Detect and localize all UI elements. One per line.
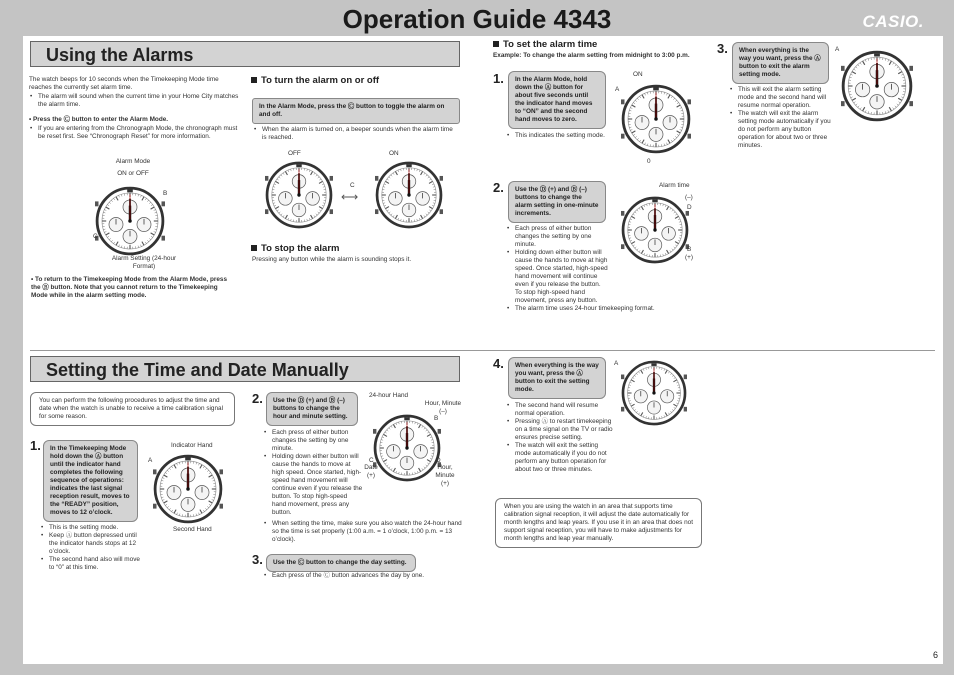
alarm-return-text: To return to the Timekeeping Mode from the Alarm Mode, press the Ⓑ button. Note that you cannot return to the Timekeeping Mode while in the alarm setting mode. [31, 276, 227, 299]
watch-face-icon [621, 360, 687, 426]
instruction-alarm-step1: In the Alarm Mode, hold down the Ⓐ button for about five seconds until the indicator hand moves to “ON” and the second hand moves to zero. [508, 71, 606, 129]
button-a-step4-label: A [614, 360, 619, 367]
watch-illustration-on [375, 161, 443, 229]
heading-set-alarm: To set the alarm time [493, 39, 597, 50]
label-24-hour-hand: 24-hour Hand [369, 392, 409, 399]
manual-page [23, 36, 943, 664]
instruction-manual-step1: In the Timekeeping Mode hold down the Ⓐ button until the indicator hand completes the following sequence of operations: indicates the last signal reception result, moves to the “READY” position, moves to 12 o’clock. [43, 440, 138, 522]
alarm-intro-list [29, 93, 239, 109]
list-item: • When setting the time, make sure you also watch the 24-hour hand so the time is set properly (1:00 a.m. = 1 o’clock, 1:00 p.m. = 13 o’clock). [263, 520, 463, 544]
label-alarm-setting: Alarm Setting (24-hour Format) [111, 255, 177, 270]
list-item: • The alarm will sound when the current time in your Home City matches the alarm time. [29, 93, 239, 109]
watch-face-icon [153, 454, 223, 524]
watch-illustration-manual-step4 [621, 360, 687, 426]
heading-turn-alarm: To turn the alarm on or off [251, 75, 379, 86]
brand-logo: CASIO. [862, 12, 924, 31]
button-c-manual-label: C [369, 457, 374, 464]
button-d-label: D [687, 204, 692, 211]
list-item: • Each press of either button changes the setting by one minute. [263, 429, 363, 453]
list-item: • The second hand will resume normal operation. [506, 402, 613, 418]
alarm-enter-text: Press the Ⓒ button to enter the Alarm Mode. [33, 116, 169, 123]
button-b-step2-label: B [687, 246, 692, 253]
manual-step2-note-list [263, 520, 463, 544]
list-item: • When the alarm is turned on, a beeper sounds when the alarm time is reached. [253, 126, 458, 142]
label-second-hand: Second Hand [173, 526, 212, 533]
label-indicator-hand: Indicator Hand [171, 442, 213, 449]
page-number: 6 [932, 650, 938, 660]
watch-illustration-manual-step1 [153, 454, 223, 524]
list-item: • If you are entering from the Chronograph Mode, the chronograph must be reset first. See “Chronograph Reset” for more information. [29, 125, 241, 141]
manual-step3-list [263, 572, 463, 580]
set-alarm-example: Example: To change the alarm setting from midnight to 3:00 p.m. [493, 52, 690, 59]
button-c-label: C [93, 233, 98, 240]
alarm-step1-list [506, 132, 606, 140]
turn-alarm-list [253, 126, 458, 142]
watch-face-icon [621, 84, 691, 154]
section-title-alarms: Using the Alarms [30, 41, 460, 67]
calendar-note-box: When you are using the watch in an area that supports time calibration signal reception, it will adjust the date automatically for month lengths and leap years. If you use it in an area that does not support signal reception, you will have to make adjustments for month lengths and leap year manually. [495, 498, 702, 548]
button-b-manual-label: B [434, 415, 439, 422]
list-item: • Holding down either button will cause the hands to move at high speed. Once started, high-speed hand movement will continue even if you release the button. To stop high-speed hand movement, press any button. [506, 249, 609, 305]
list-item: • The watch will exit the setting mode automatically if you do not perform any button operation for about two or three minutes. [506, 442, 613, 474]
alarm-enter-list [29, 125, 241, 141]
instruction-turn-alarm: In the Alarm Mode, press the Ⓒ button to toggle the alarm on and off. [252, 98, 460, 124]
instruction-alarm-step2: Use the Ⓓ (+) and Ⓑ (–) buttons to change the alarm setting in one-minute increments. [508, 181, 606, 223]
watch-illustration-alarm-mode [95, 186, 168, 256]
button-b-label: B [163, 190, 168, 197]
label-plus: (+) [685, 254, 693, 261]
alarm-return-note: • To return to the Timekeeping Mode from the Alarm Mode, press the Ⓑ button. Note that you cannot return to the Timekeeping Mode while in the alarm setting mode. [31, 276, 227, 299]
label-on: ON [389, 150, 399, 157]
instruction-manual-step2: Use the Ⓓ (+) and Ⓑ (–) buttons to change the hour and minute setting. [266, 392, 358, 426]
watch-face-icon [621, 196, 692, 264]
label-hour-minute-minus: Hour, Minute (–) [424, 400, 462, 415]
watch-illustration-alarm-step1 [621, 84, 691, 154]
instruction-manual-step4: When everything is the way you want, press the Ⓐ button to exit the setting mode. [508, 357, 606, 399]
list-item: • Pressing Ⓐ to restart timekeeping on a time signal on the TV or radio ensures precise setting. [506, 418, 613, 442]
stop-alarm-text: Pressing any button while the alarm is sounding stops it. [252, 256, 412, 263]
watch-face-icon [841, 50, 913, 122]
list-item: • This is the setting mode. [40, 524, 145, 532]
list-item: • Keep Ⓐ button depressed until the indicator hands stops at 12 o’clock. [40, 532, 145, 556]
list-item: • This indicates the setting mode. [506, 132, 606, 140]
button-a-label: A [615, 86, 620, 93]
list-item: • This will exit the alarm setting mode and the second hand will resume normal operation. [729, 86, 832, 110]
list-item: • Holding down either button will cause the hands to move at high speed. Once started, high-speed hand movement will continue even if you release the button. To stop high-speed hand movement, press any button. [263, 453, 363, 517]
label-off: OFF [288, 150, 301, 157]
heading-stop-alarm: To stop the alarm [251, 243, 339, 254]
alarm-step3-list [729, 86, 832, 150]
button-d-manual-label: D [436, 457, 441, 464]
label-on-off: ON or OFF [117, 170, 149, 177]
list-item: • Each press of the Ⓒ button advances the day by one. [263, 572, 463, 580]
manual-step4-list [506, 402, 613, 474]
section-title-manual: Setting the Time and Date Manually [30, 356, 460, 382]
manual-step2-list [263, 429, 363, 517]
watch-illustration-off [265, 161, 333, 229]
alarm-intro: The watch beeps for 10 seconds when the Timekeeping Mode time reaches the currently set alarm time. [29, 76, 219, 91]
label-alarm-mode: Alarm Mode [115, 158, 151, 165]
label-hour-minute-plus: Hour, Minute (+) [435, 464, 455, 487]
step-number-manual-2: 2. [252, 391, 263, 406]
page-title: Operation Guide 4343 [342, 4, 612, 34]
watch-face-icon [375, 161, 443, 229]
list-item: • The watch will exit the alarm setting mode automatically if you do not perform any button operation for about two or three minutes. [729, 110, 832, 150]
label-minus: (–) [685, 194, 693, 201]
label-alarm-time: Alarm time [659, 182, 690, 189]
watch-illustration-alarm-step2 [621, 196, 692, 264]
watch-face-icon [95, 186, 168, 256]
instruction-alarm-step3: When everything is the way you want, press the Ⓐ button to exit the alarm setting mode. [732, 42, 829, 84]
step-number-2: 2. [493, 180, 504, 195]
watch-face-icon [265, 161, 333, 229]
step-number-3: 3. [717, 41, 728, 56]
label-step1-zero: 0 [647, 158, 651, 165]
label-date-plus: Date (+) [364, 464, 378, 479]
step-number-1: 1. [493, 71, 504, 86]
button-a-manual-label: A [148, 457, 153, 464]
step-number-manual-3: 3. [252, 552, 263, 567]
list-item: • Each press of either button changes the setting by one minute. [506, 225, 609, 249]
alarm-enter-step: • Press the Ⓒ button to enter the Alarm Mode. [29, 116, 169, 123]
watch-illustration-alarm-step3 [841, 50, 913, 122]
manual-intro-box: You can perform the following procedures to adjust the time and date when the watch is unable to receive a time calibration signal for some reason. [30, 392, 235, 426]
section-divider [30, 350, 935, 351]
step-number-manual-1: 1. [30, 438, 41, 453]
list-item: • The alarm time uses 24-hour timekeeping format. [506, 305, 681, 313]
instruction-manual-step3: Use the Ⓒ button to change the day setting. [266, 554, 416, 572]
step-number-manual-4: 4. [493, 356, 504, 371]
button-a-step3-label: A [835, 46, 840, 53]
manual-step1-list [40, 524, 145, 572]
toggle-arrows-icon: ⟷ [341, 190, 359, 204]
alarm-step2-list [506, 225, 655, 313]
button-c-toggle-label: C [350, 182, 355, 189]
label-step1-on: ON [633, 71, 643, 78]
list-item: • The second hand also will move to “0” at this time. [40, 556, 145, 572]
